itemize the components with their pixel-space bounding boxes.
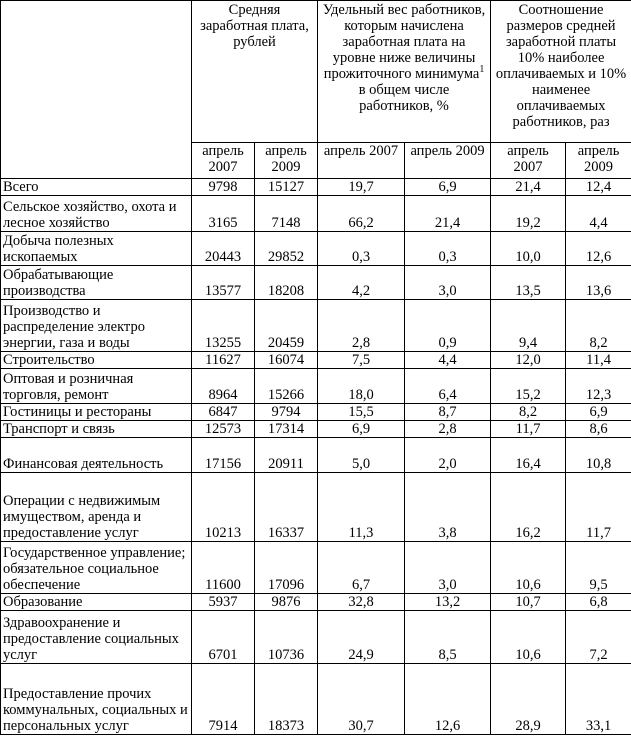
value-cell: 21,4 bbox=[405, 196, 491, 232]
header-average-wage: Средняя заработная плата, рублей bbox=[192, 1, 318, 143]
table-row bbox=[1, 352, 631, 369]
year-header: апрель 2007 bbox=[491, 143, 566, 179]
value-cell: 12,6 bbox=[405, 664, 491, 735]
value-cell: 21,4 bbox=[491, 179, 566, 196]
value-cell: 13577 bbox=[192, 266, 255, 300]
value-cell: 8,5 bbox=[405, 611, 491, 664]
industry-label: Операции с недвижимым имуществом, аренда и предоставление услуг bbox=[1, 473, 192, 542]
value-cell: 9876 bbox=[255, 594, 318, 611]
value-cell: 10,8 bbox=[566, 438, 631, 473]
year-header: апрель 2009 bbox=[405, 143, 491, 179]
industry-label: Финансовая деятельность bbox=[1, 438, 192, 473]
value-cell: 7,2 bbox=[566, 611, 631, 664]
value-cell: 4,4 bbox=[405, 352, 491, 369]
industry-label: Строительство bbox=[1, 352, 192, 369]
table-row bbox=[1, 664, 631, 735]
value-cell: 3,0 bbox=[405, 266, 491, 300]
value-cell: 10,6 bbox=[491, 611, 566, 664]
value-cell: 15266 bbox=[255, 369, 318, 404]
value-cell: 15127 bbox=[255, 179, 318, 196]
value-cell: 17156 bbox=[192, 438, 255, 473]
table-row bbox=[1, 404, 631, 421]
value-cell: 11,4 bbox=[566, 352, 631, 369]
value-cell: 15,5 bbox=[318, 404, 405, 421]
value-cell: 3,8 bbox=[405, 473, 491, 542]
industry-label: Всего bbox=[1, 179, 192, 196]
table-row bbox=[1, 594, 631, 611]
header-share-text: Удельный вес работников, которым начислена заработная плата на уровне ниже величины прожиточного минимума bbox=[322, 2, 486, 82]
table-row bbox=[1, 369, 631, 404]
value-cell: 8964 bbox=[192, 369, 255, 404]
value-cell: 10,7 bbox=[491, 594, 566, 611]
industry-label: Сельское хозяйство, охота и лесное хозяйство bbox=[1, 196, 192, 232]
value-cell: 20911 bbox=[255, 438, 318, 473]
value-cell: 13,5 bbox=[491, 266, 566, 300]
value-cell: 6,8 bbox=[566, 594, 631, 611]
header-wage-ratio: Соотношение размеров средней заработной платы 10% наиболее оплачиваемых и 10% наименее оплачиваемых работников, раз bbox=[491, 1, 631, 143]
table-row bbox=[1, 300, 631, 352]
industry-label: Обрабатывающие производства bbox=[1, 266, 192, 300]
header-share-below-minimum bbox=[318, 1, 491, 143]
value-cell: 17314 bbox=[255, 421, 318, 438]
value-cell: 2,8 bbox=[318, 300, 405, 352]
value-cell: 9,5 bbox=[566, 542, 631, 594]
table-row bbox=[1, 196, 631, 232]
footnote-marker: 1 bbox=[479, 64, 485, 76]
value-cell: 18373 bbox=[255, 664, 318, 735]
table-row bbox=[1, 611, 631, 664]
header-empty-cell bbox=[1, 1, 192, 179]
value-cell: 18,0 bbox=[318, 369, 405, 404]
header-share-text-end: в общем числе работников, % bbox=[358, 82, 450, 114]
industry-label: Государственное управление; обязательное социальное обеспечение bbox=[1, 542, 192, 594]
value-cell: 17096 bbox=[255, 542, 318, 594]
value-cell: 3,0 bbox=[405, 542, 491, 594]
value-cell: 11627 bbox=[192, 352, 255, 369]
industry-label: Предоставление прочих коммунальных, социальных и персональных услуг bbox=[1, 664, 192, 735]
value-cell: 29852 bbox=[255, 232, 318, 266]
industry-label: Здравоохранение и предоставление социальных услуг bbox=[1, 611, 192, 664]
value-cell: 18208 bbox=[255, 266, 318, 300]
value-cell: 16,2 bbox=[491, 473, 566, 542]
value-cell: 66,2 bbox=[318, 196, 405, 232]
value-cell: 9794 bbox=[255, 404, 318, 421]
value-cell: 13,6 bbox=[566, 266, 631, 300]
year-header: апрель 2009 bbox=[566, 143, 631, 179]
value-cell: 13255 bbox=[192, 300, 255, 352]
value-cell: 10213 bbox=[192, 473, 255, 542]
value-cell: 10736 bbox=[255, 611, 318, 664]
table-row bbox=[1, 421, 631, 438]
value-cell: 12,6 bbox=[566, 232, 631, 266]
value-cell: 13,2 bbox=[405, 594, 491, 611]
industry-label: Образование bbox=[1, 594, 192, 611]
value-cell: 9,4 bbox=[491, 300, 566, 352]
value-cell: 20443 bbox=[192, 232, 255, 266]
value-cell: 11,7 bbox=[566, 473, 631, 542]
industry-label: Добыча полезных ископаемых bbox=[1, 232, 192, 266]
value-cell: 10,0 bbox=[491, 232, 566, 266]
table-row bbox=[1, 232, 631, 266]
value-cell: 2,8 bbox=[405, 421, 491, 438]
value-cell: 6,9 bbox=[405, 179, 491, 196]
value-cell: 6,4 bbox=[405, 369, 491, 404]
value-cell: 7914 bbox=[192, 664, 255, 735]
value-cell: 4,4 bbox=[566, 196, 631, 232]
year-header: апрель 2007 bbox=[318, 143, 405, 179]
value-cell: 6847 bbox=[192, 404, 255, 421]
value-cell: 9798 bbox=[192, 179, 255, 196]
value-cell: 16337 bbox=[255, 473, 318, 542]
value-cell: 8,6 bbox=[566, 421, 631, 438]
value-cell: 8,7 bbox=[405, 404, 491, 421]
year-header: апрель 2007 bbox=[192, 143, 255, 179]
value-cell: 7,5 bbox=[318, 352, 405, 369]
value-cell: 33,1 bbox=[566, 664, 631, 735]
value-cell: 6,9 bbox=[566, 404, 631, 421]
industry-label: Оптовая и розничная торговля, ремонт bbox=[1, 369, 192, 404]
value-cell: 11,3 bbox=[318, 473, 405, 542]
value-cell: 30,7 bbox=[318, 664, 405, 735]
table-row bbox=[1, 266, 631, 300]
industry-label: Гостиницы и рестораны bbox=[1, 404, 192, 421]
value-cell: 0,3 bbox=[405, 232, 491, 266]
value-cell: 12,3 bbox=[566, 369, 631, 404]
value-cell: 8,2 bbox=[566, 300, 631, 352]
value-cell: 0,3 bbox=[318, 232, 405, 266]
industry-label: Транспорт и связь bbox=[1, 421, 192, 438]
table-row bbox=[1, 179, 631, 196]
value-cell: 16074 bbox=[255, 352, 318, 369]
value-cell: 0,9 bbox=[405, 300, 491, 352]
value-cell: 20459 bbox=[255, 300, 318, 352]
value-cell: 16,4 bbox=[491, 438, 566, 473]
value-cell: 4,2 bbox=[318, 266, 405, 300]
value-cell: 6,9 bbox=[318, 421, 405, 438]
value-cell: 32,8 bbox=[318, 594, 405, 611]
table-row bbox=[1, 438, 631, 473]
value-cell: 11,7 bbox=[491, 421, 566, 438]
value-cell: 6701 bbox=[192, 611, 255, 664]
value-cell: 3165 bbox=[192, 196, 255, 232]
value-cell: 19,2 bbox=[491, 196, 566, 232]
value-cell: 6,7 bbox=[318, 542, 405, 594]
value-cell: 2,0 bbox=[405, 438, 491, 473]
table-row bbox=[1, 473, 631, 542]
value-cell: 8,2 bbox=[491, 404, 566, 421]
value-cell: 19,7 bbox=[318, 179, 405, 196]
year-header: апрель 2009 bbox=[255, 143, 318, 179]
value-cell: 7148 bbox=[255, 196, 318, 232]
value-cell: 12573 bbox=[192, 421, 255, 438]
value-cell: 10,6 bbox=[491, 542, 566, 594]
value-cell: 5,0 bbox=[318, 438, 405, 473]
value-cell: 12,4 bbox=[566, 179, 631, 196]
industry-label: Производство и распределение электро энергии, газа и воды bbox=[1, 300, 192, 352]
value-cell: 28,9 bbox=[491, 664, 566, 735]
value-cell: 24,9 bbox=[318, 611, 405, 664]
value-cell: 11600 bbox=[192, 542, 255, 594]
table-row bbox=[1, 542, 631, 594]
value-cell: 12,0 bbox=[491, 352, 566, 369]
value-cell: 15,2 bbox=[491, 369, 566, 404]
value-cell: 5937 bbox=[192, 594, 255, 611]
